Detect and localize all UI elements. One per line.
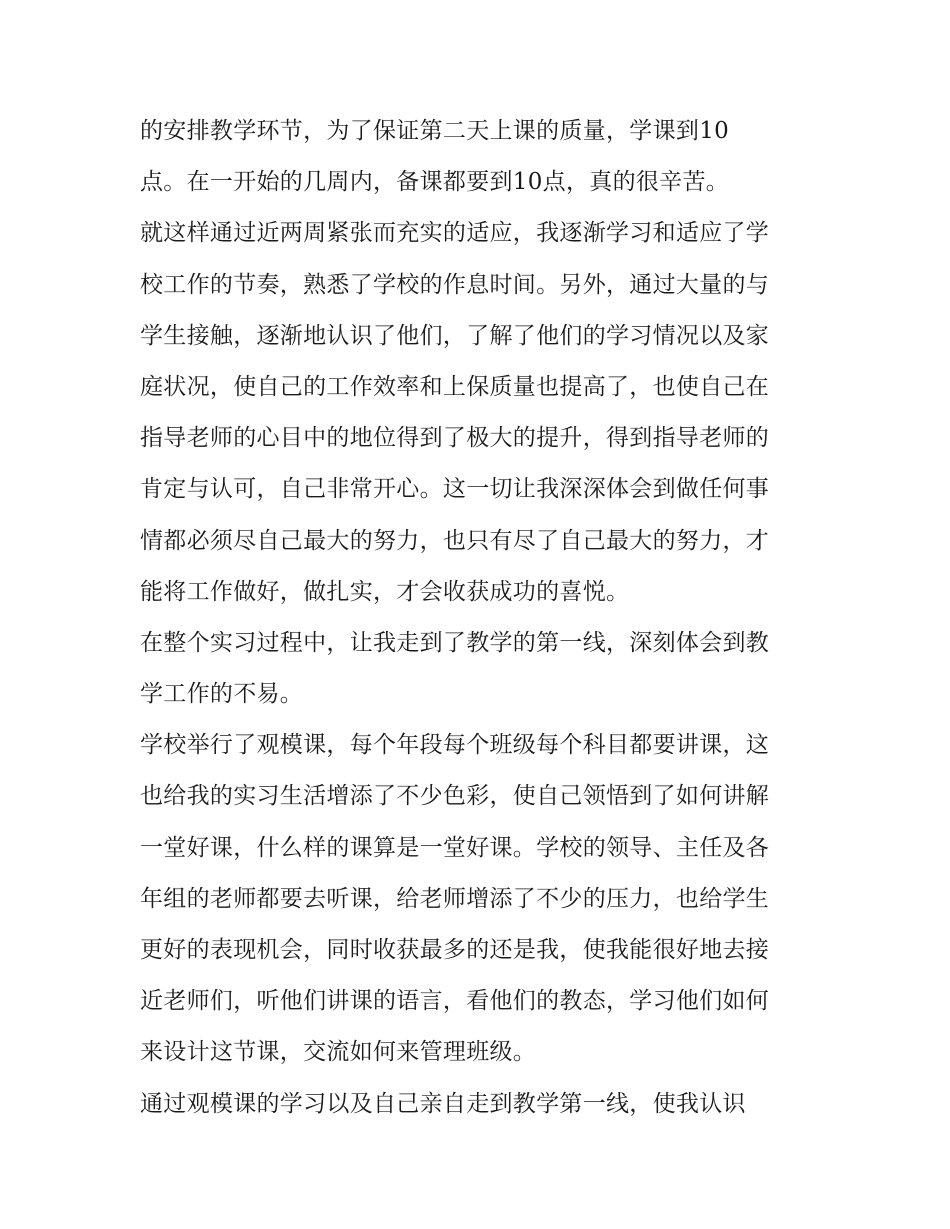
text-line: 通过观模课的学习以及自己亲自走到教学第一线，使我认识: [140, 1090, 746, 1117]
text-line: 点。在一开始的几周内，备课都要到10点，真的很辛苦。: [140, 169, 730, 196]
text-line: 学工作的不易。: [140, 681, 304, 708]
text-line: 庭状况，使自己的工作效率和上保质量也提高了，也使自己在: [140, 373, 770, 400]
text-line: 指导老师的心目中的地位得到了极大的提升，得到指导老师的: [140, 425, 770, 452]
text-line: 年组的老师都要去听课，给老师增添了不少的压力，也给学生: [140, 885, 770, 912]
text-line: 近老师们，听他们讲课的语言，看他们的教态，学习他们如何: [140, 988, 770, 1015]
text-line: 的安排教学环节，为了保证第二天上课的质量，学课到10: [140, 118, 730, 144]
text-line: 能将工作做好，做扎实，才会收获成功的喜悦。: [140, 578, 630, 605]
text-line: 校工作的节奏，熟悉了学校的作息时间。另外，通过大量的与: [140, 271, 770, 298]
text-line: 更好的表现机会，同时收获最多的还是我，使我能很好地去接: [140, 937, 770, 963]
body-text: [140, 106, 820, 1130]
text-line: 学生接触，逐渐地认识了他们，了解了他们的学习情况以及家: [140, 322, 770, 349]
text-line: 在整个实习过程中，让我走到了教学的第一线，深刻体会到教: [140, 629, 770, 656]
text-line: 就这样通过近两周紧张而充实的适应，我逐渐学习和适应了学: [140, 220, 770, 247]
text-line: 一堂好课，什么样的课算是一堂好课。学校的领导、主任及各: [140, 834, 770, 861]
text-line: 学校举行了观模课，每个年段每个班级每个科目都要讲课，这: [140, 732, 770, 759]
text-line: 情都必须尽自己最大的努力，也只有尽了自己最大的努力，才: [140, 527, 770, 554]
text-line: 也给我的实习生活增添了不少色彩，使自己领悟到了如何讲解: [140, 783, 770, 810]
text-line: 来设计这节课，交流如何来管理班级。: [140, 1039, 537, 1066]
text-line: 肯定与认可，自己非常开心。这一切让我深深体会到做任何事: [140, 476, 770, 503]
